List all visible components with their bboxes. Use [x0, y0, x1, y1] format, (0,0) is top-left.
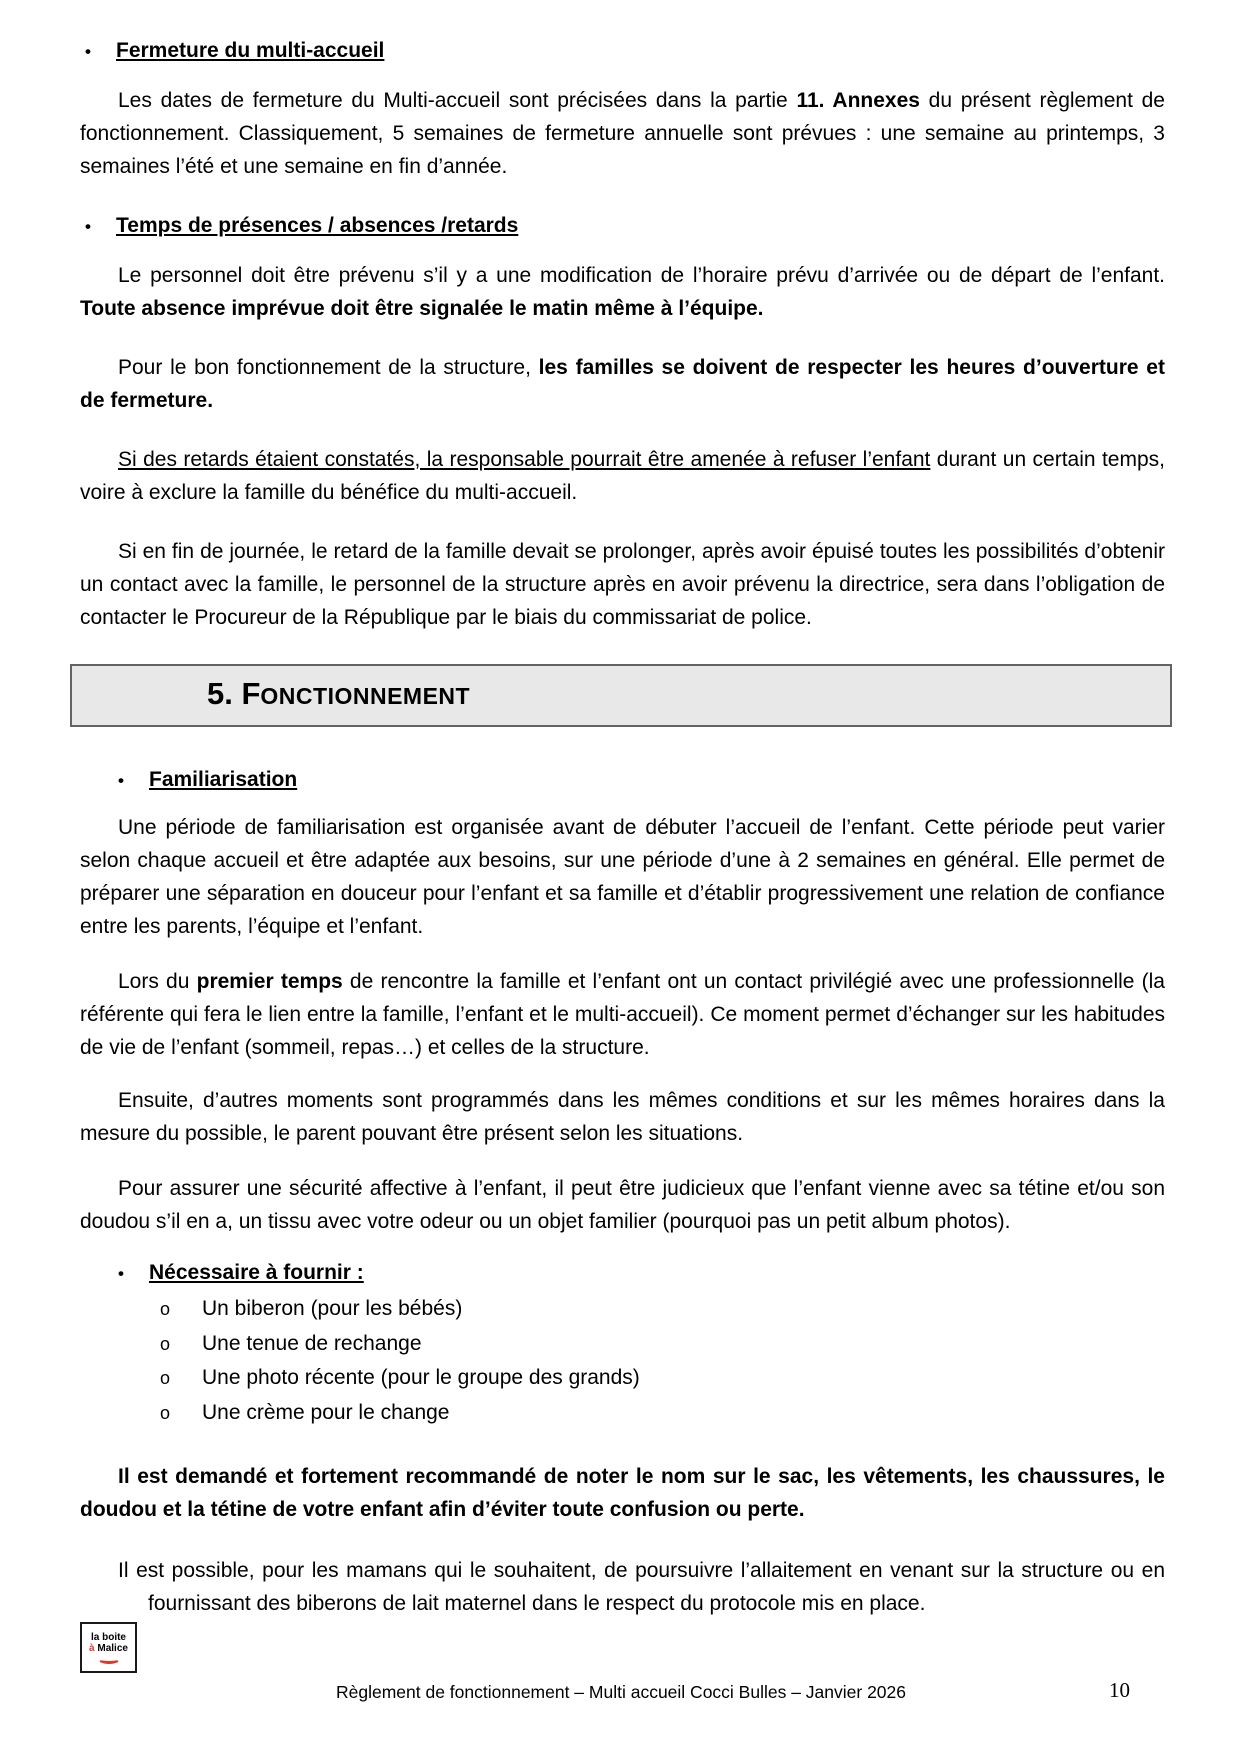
section-banner-rest: ONCTIONNEMENT [260, 683, 471, 709]
circle-bullet-icon: o [160, 1402, 171, 1423]
paragraph-personnel-prevenu [80, 259, 1165, 325]
footer-text: Règlement de fonctionnement – Multi accueil Cocci Bulles – Janvier 2026 [335, 1682, 907, 1702]
necessaire-list [160, 1292, 1165, 1430]
list-item-label: Un biberon (pour les bébés) [202, 1297, 463, 1320]
paragraph-bold-run: Toute absence imprévue doit être signalée le matin même à l’équipe. [80, 297, 764, 320]
heading-necessaire-label: Nécessaire à fournir : [149, 1261, 364, 1284]
list-item [160, 1361, 1165, 1396]
logo-line2-rest: Malice [94, 1643, 128, 1654]
paragraph-run: Lors du [118, 970, 197, 993]
paragraph-run: durant un certain temps, voire à exclure la famille du bénéfice du multi-accueil. [80, 448, 1165, 504]
heading-familiarisation-label: Familiarisation [149, 768, 298, 791]
section-banner-prefix: 5. F [207, 676, 261, 711]
heading-temps-presences [85, 209, 1165, 243]
bullet-icon: • [118, 771, 124, 790]
heading-fermeture-label: Fermeture du multi-accueil [116, 39, 385, 62]
paragraph-fermeture-dates [80, 84, 1165, 183]
paragraph-run: du présent règlement de fonctionnement. Classiquement, 5 semaines de fermeture annuelle sont prévues : une semaine au printemps, 3 semaines l’été et une semaine en fin d’année. [80, 89, 1165, 178]
page-number: 10 [1109, 1678, 1130, 1702]
bullet-icon: • [118, 1264, 124, 1283]
list-item-label: Une photo récente (pour le groupe des grands) [202, 1366, 640, 1389]
logo-line2 [82, 1643, 135, 1654]
list-item-label: Une crème pour le change [202, 1400, 450, 1424]
paragraph-underlined-run: Si des retards étaient constatés, la responsable pourrait être amenée à refuser l’enfant [118, 448, 931, 471]
circle-bullet-icon: o [160, 1333, 171, 1354]
circle-bullet-icon: o [160, 1368, 171, 1388]
heading-fermeture [85, 34, 1165, 68]
paragraph-periode-familiarisation: Une période de familiarisation est organisée avant de débuter l’accueil de l’enfant. Cette période peut varier selon chaque accueil et être adaptée aux besoins, sur une période d’une à 2 semaines en général. Elle permet de préparer une séparation en douceur pour l’enfant et sa famille et d’établir progressivement une relation de confiance entre les parents, l’équipe et l’enfant. [80, 816, 1165, 938]
section-banner-fonctionnement [70, 664, 1172, 727]
paragraph-autres-moments: Ensuite, d’autres moments sont programmés dans les mêmes conditions et sur les mêmes horaires dans la mesure du possible, le parent pouvant être présent selon les situations. [80, 1089, 1165, 1145]
bullet-icon: • [85, 217, 91, 236]
paragraph-run: de rencontre la famille et l’enfant ont un contact privilégié avec une professionnelle (la référente qui fera le lien entre la famille, l’enfant et le multi-accueil). Ce moment permet d’échanger sur les habitudes de vie de l’enfant (sommeil, repas…) et celles de la structure. [80, 970, 1165, 1059]
paragraph-bold-run: premier temps [196, 970, 343, 993]
paragraph-bold-run: 11. Annexes [796, 89, 920, 112]
paragraph-securite-affective: Pour assurer une sécurité affective à l’enfant, il peut être judicieux que l’enfant vienne avec sa tétine et/ou son doudou s’il en a, un tissu avec votre odeur ou un objet familier (pourquoi pas un petit album photos). [80, 1177, 1165, 1233]
logo-smile-icon [98, 1655, 120, 1664]
heading-temps-presences-label: Temps de présences / absences /retards [116, 214, 519, 237]
circle-bullet-icon: o [160, 1299, 171, 1319]
logo-accent-letter: à [89, 1643, 95, 1654]
paragraph-bold-run: les familles se doivent de respecter les heures d’ouverture et de fermeture. [80, 356, 1165, 412]
paragraph-premier-temps [80, 965, 1165, 1064]
la-boite-a-malice-logo [80, 1622, 137, 1673]
heading-familiarisation [118, 763, 1165, 797]
paragraph-fin-de-journee: Si en fin de journée, le retard de la famille devait se prolonger, après avoir épuisé toutes les possibilités d’obtenir un contact avec la famille, le personnel de la structure après en avoir prévenu la directrice, sera dans l’obligation de contacter le Procureur de la République par le biais du commissariat de police. [80, 540, 1165, 629]
paragraph-run: Le personnel doit être prévenu s’il y a une modification de l’horaire prévu d’arrivée ou de départ de l’enfant. [118, 264, 1165, 287]
paragraph-run: Pour le bon fonctionnement de la structure, [118, 356, 539, 379]
paragraph-bon-fonctionnement [80, 351, 1165, 417]
paragraph-run: Les dates de fermeture du Multi-accueil sont précisées dans la partie [118, 89, 797, 112]
list-item-label: Une tenue de rechange [202, 1331, 422, 1355]
heading-necessaire [118, 1256, 1165, 1290]
paragraph-allaitement: Il est possible, pour les mamans qui le souhaitent, de poursuivre l’allaitement en venant sur la structure ou en fournissant des biberons de lait maternel dans le respect du protocole mis en place. [118, 1559, 1165, 1615]
paragraph-noter-le-nom: Il est demandé et fortement recommandé de noter le nom sur le sac, les vêtements, les chaussures, le doudou et la tétine de votre enfant afin d’éviter toute confusion ou perte. [80, 1465, 1165, 1521]
paragraph-retards-constates [80, 443, 1165, 509]
list-item [160, 1396, 1165, 1431]
logo-line1: la boite [90, 1632, 126, 1643]
list-item [160, 1327, 1165, 1362]
bullet-icon: • [85, 42, 91, 61]
list-item [160, 1292, 1165, 1327]
